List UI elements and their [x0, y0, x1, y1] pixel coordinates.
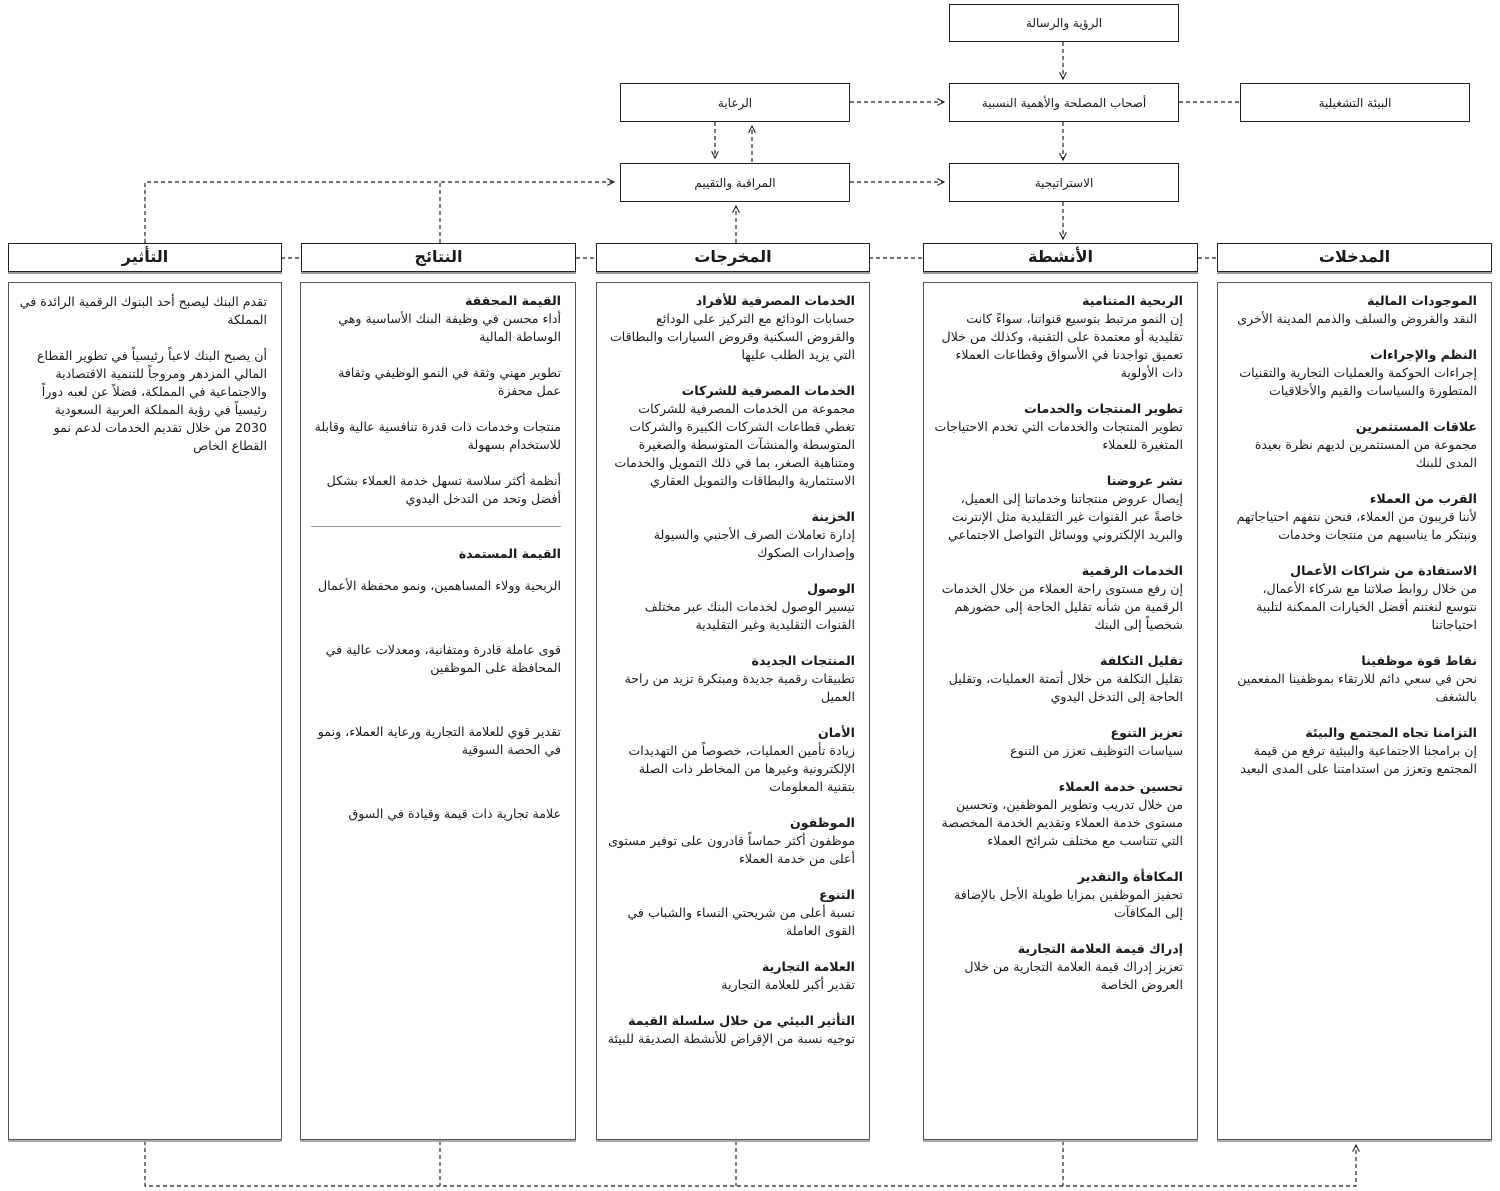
governance-label: الرعاية	[717, 95, 753, 110]
item-description: تطوير المنتجات والخدمات التي تخدم الاحتياجات المتغيرة للعملاء	[934, 419, 1183, 452]
activities-list-item	[934, 940, 1183, 994]
arrow-impact-outcomes-to-monitoring	[145, 182, 614, 243]
stakeholders-label: أصحاب المصلحة والأهمية النسبية	[981, 95, 1147, 110]
activities-list-item	[934, 778, 1183, 850]
item-description: إدارة تعاملات الصرف الأجنبي والسيولة وإصدارات الصكوك	[653, 527, 855, 560]
impact-paragraph: تقدم البنك ليصبح أحد البنوك الرقمية الرائدة في المملكة	[19, 294, 267, 327]
item-title: الموجودات المالية	[1367, 293, 1477, 308]
monitoring-box	[620, 163, 850, 202]
governance-box	[620, 83, 850, 122]
item-title: التأثير البيئي من خلال سلسلة القيمة	[628, 1013, 855, 1028]
realized-value-title: القيمة المحققة	[464, 293, 561, 308]
outcomes-body	[300, 282, 576, 1140]
impact-body	[8, 282, 282, 1140]
outputs-list-item	[607, 958, 855, 994]
item-description: تطبيقات رقمية جديدة ومبتكرة تزيد من راحة العميل	[624, 671, 855, 704]
realized-value-section	[311, 292, 561, 508]
item-title: تقليل التكلفة	[1099, 653, 1183, 668]
activities-list-item	[934, 400, 1183, 454]
inputs-list-item	[1228, 724, 1477, 778]
activities-list-item	[934, 562, 1183, 634]
inputs-list-item	[1228, 346, 1477, 400]
item-description: النقد والقروض والسلف والذمم المدينة الأخرى	[1237, 311, 1477, 326]
item-description: موظفون أكثر حماساً قادرون على توفير مستوى أعلى من خدمة العملاء	[608, 833, 855, 866]
item-title: المنتجات الجديدة	[751, 653, 855, 668]
item-title: الاستفادة من شراكات الأعمال	[1290, 563, 1477, 578]
outputs-list-item	[607, 580, 855, 634]
inputs-body	[1217, 282, 1492, 1140]
outputs-header	[596, 243, 870, 272]
outputs-list-item	[607, 508, 855, 562]
realized-value-item: تطوير مهني وثقة في النمو الوظيفي وثقافة عمل محفزة	[338, 365, 561, 398]
item-title: العلامة التجارية	[761, 959, 855, 974]
activities-header	[923, 243, 1198, 272]
impact-title: التأثير	[121, 247, 169, 266]
vision-label: الرؤية والرسالة	[1025, 16, 1103, 30]
item-description: مجموعة من المستثمرين لديهم نظرة بعيدة المدى للبنك	[1254, 437, 1477, 470]
item-title: المكافأة والتقدير	[1077, 869, 1183, 884]
activities-list-item	[934, 868, 1183, 922]
inputs-list-item	[1228, 490, 1477, 544]
derived-value-item: الربحية وولاء المساهمين، ونمو محفظة الأعمال	[318, 578, 561, 593]
inputs-list-item	[1228, 562, 1477, 634]
item-title: التزامنا تجاه المجتمع والبيئة	[1305, 725, 1477, 740]
item-title: الربحية المتنامية	[1082, 293, 1183, 308]
derived-value-item: علامة تجارية ذات قيمة وقيادة في السوق	[348, 806, 561, 821]
outputs-title: المخرجات	[694, 247, 772, 266]
inputs-list-item	[1228, 292, 1477, 328]
strategy-box	[949, 163, 1179, 202]
item-description: إيصال عروض منتجاتنا وخدماتنا إلى العميل، خاصةً عبر القنوات غير التقليدية مثل الإنترنت والبريد الإلكتروني ووسائل التواصل الاجتماعي	[948, 491, 1183, 542]
item-title: النظم والإجراءات	[1370, 347, 1477, 362]
realized-value-item: أداء محسن في وظيفة البنك الأساسية وهي الوساطة المالية	[338, 311, 561, 344]
item-title: الخدمات المصرفية للشركات	[681, 383, 855, 398]
item-title: الخدمات الرقمية	[1081, 563, 1183, 578]
outputs-body	[596, 282, 870, 1140]
item-description: تعزيز إدراك قيمة العلامة التجارية من خلال العروض الخاصة	[964, 959, 1183, 992]
outputs-list-item	[607, 886, 855, 940]
item-description: زيادة تأمين العمليات، خصوصاً من التهديدات الإلكترونية وغيرها من المخاطر ذات الصلة بتقنية المعلومات	[628, 743, 855, 794]
item-description: من خلال روابط صلاتنا مع شركاء الأعمال، نتوسع لنغتنم أفضل الخيارات الممكنة لتلبية احتياجاتنا	[1256, 581, 1477, 632]
item-description: نحن في سعي دائم للارتقاء بموظفينا المفعمين بالشغف	[1237, 671, 1477, 704]
environment-label: البيئة التشغيلية	[1318, 95, 1392, 110]
realized-value-item: منتجات وخدمات ذات قدرة تنافسية عالية وقابلة للاستخدام بسهولة	[314, 419, 561, 452]
item-description: إن برامجنا الاجتماعية والبيئية ترفع من قيمة المجتمع وتعزز من استدامتنا على المدى البعيد	[1240, 743, 1477, 776]
item-title: علاقات المستثمرين	[1355, 419, 1477, 434]
monitoring-label: المراقبة والتقييم	[694, 175, 776, 190]
item-description: مجموعة من الخدمات المصرفية للشركات تغطي قطاعات الشركات الكبيرة والشركات المتوسطة والمنشآت المتوسطة والصغيرة ومتناهية الصغر، بما في ذلك التمويل والخدمات الاستثمارية والبطاقات والتمويل العقاري	[614, 401, 855, 488]
item-title: تعزيز التنوع	[1110, 725, 1183, 740]
item-title: القرب من العملاء	[1369, 491, 1477, 506]
item-description: تيسير الوصول لخدمات البنك عبر مختلف القنوات التقليدية وغير التقليدية	[644, 599, 855, 632]
item-description: حسابات الودائع مع التركيز على الودائع والقروض السكنية وقروض السيارات والبطاقات التي يزيد الطلب عليها	[609, 311, 855, 362]
outputs-list-item	[607, 814, 855, 868]
item-description: سياسات التوظيف تعزز من التنوع	[1010, 743, 1183, 758]
item-title: إدراك قيمة العلامة التجارية	[1017, 941, 1183, 956]
inputs-list-item	[1228, 418, 1477, 472]
outcomes-title: النتائج	[414, 247, 463, 266]
item-title: التنوع	[819, 887, 855, 902]
derived-value-item: قوى عاملة قادرة ومتفانية، ومعدلات عالية في المحافظة على الموظفين	[325, 642, 561, 675]
item-title: الموظفون	[790, 815, 855, 830]
item-description: لأننا قريبون من العملاء، فنحن نتفهم احتياجاتهم ونبتكر ما يناسبهم من منتجات وخدمات	[1236, 509, 1477, 542]
vision-mission-box	[949, 4, 1179, 42]
realized-value-item: أنظمة أكثر سلاسة تسهل خدمة العملاء بشكل أفضل وتحد من التدخل اليدوي	[326, 473, 561, 506]
activities-list-item	[934, 472, 1183, 544]
activities-list-item	[934, 652, 1183, 706]
inputs-header	[1217, 243, 1492, 272]
impact-header	[8, 243, 282, 272]
outputs-list-item	[607, 652, 855, 706]
outputs-list-item	[607, 382, 855, 490]
item-title: الخزينة	[811, 509, 855, 524]
outputs-list-item	[607, 724, 855, 796]
item-title: تطوير المنتجات والخدمات	[1024, 401, 1183, 416]
derived-value-title: القيمة المستمدة	[458, 546, 561, 561]
item-title: نقاط قوة موظفينا	[1361, 653, 1477, 668]
item-title: تحسين خدمة العملاء	[1058, 779, 1183, 794]
feedback-loop-to-inputs	[145, 1141, 1356, 1186]
derived-value-item: تقدير قوي للعلامة التجارية ورعاية العملاء، ونمو في الحصة السوقية	[317, 724, 561, 757]
inputs-title: المدخلات	[1318, 247, 1391, 266]
item-description: إن النمو مرتبط بتوسيع قنواتنا، سواءً كانت تقليدية أو معتمدة على التقنية، وكذلك من خلال تعميق تواجدنا في الأسواق وقطاعات العملاء ذات الأولوية	[941, 311, 1183, 380]
item-title: الخدمات المصرفية للأفراد	[695, 293, 855, 308]
item-description: تقليل التكلفة من خلال أتمتة العمليات، وتقليل الحاجة إلى التدخل اليدوي	[948, 671, 1183, 704]
item-title: الأمان	[818, 725, 855, 740]
item-description: تحفيز الموظفين بمزايا طويلة الأجل بالإضافة إلى المكافآت	[953, 887, 1183, 920]
activities-list-item	[934, 724, 1183, 760]
item-description: إجراءات الحوكمة والعمليات التجارية والتقنيات المتطورة والسياسات والقيم والأخلاقيات	[1239, 365, 1477, 398]
section-divider	[311, 526, 561, 527]
inputs-list-item	[1228, 652, 1477, 706]
outputs-list-item	[607, 292, 855, 364]
item-description: توجيه نسبة من الإقراض للأنشطة الصديقة للبيئة	[607, 1031, 855, 1046]
item-description: تقدير أكبر للعلامة التجارية	[721, 977, 855, 992]
operating-environment-box	[1240, 83, 1470, 122]
activities-body	[923, 282, 1198, 1140]
item-description: من خلال تدريب وتطوير الموظفين، وتحسين مستوى خدمة العملاء وتقديم الخدمة المخصصة التي تتناسب مع مختلف شرائح العملاء	[941, 797, 1183, 848]
outcomes-header	[301, 243, 576, 272]
derived-value-section	[311, 545, 561, 823]
item-title: الوصول	[807, 581, 855, 596]
item-description: إن رفع مستوى راحة العملاء من خلال الخدمات الرقمية من شأنه تقليل الحاجة إلى حضورهم شخصياً إلى البنك	[941, 581, 1183, 632]
activities-title: الأنشطة	[1028, 247, 1093, 266]
outputs-list-item	[607, 1012, 855, 1048]
stakeholders-box	[949, 83, 1179, 122]
activities-list-item	[934, 292, 1183, 382]
strategy-label: الاستراتيجية	[1034, 175, 1094, 190]
item-title: نشر عروضنا	[1106, 473, 1183, 488]
item-description: نسبة أعلى من شريحتي النساء والشباب في القوى العاملة	[627, 905, 855, 938]
impact-paragraph: أن يصبح البنك لاعباً رئيسياً في تطوير القطاع المالي المزدهر ومروجاً للتنمية الاقتصادية والاجتماعية في المملكة، فضلاً عن لعبه دوراً رئيسياً في رؤية المملكة العربية السعودية 2030 من خلال تقديم الخدمات لدعم نمو القطاع الخاص	[37, 348, 267, 453]
